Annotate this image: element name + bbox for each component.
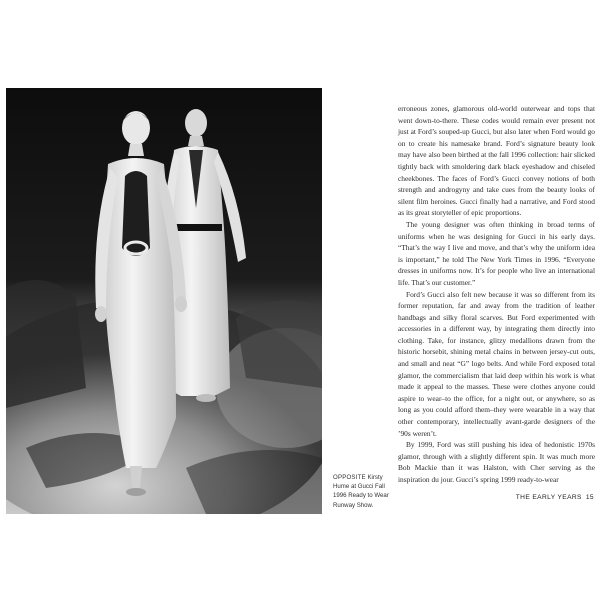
body-paragraph: Ford’s Gucci also felt new because it was so different from its former reputation, far and away from the tradition of leather handbags and silky floral scarves. But Ford experimented with accessories in a different way, by integrating them directly into clothing. Take, for instance, glitzy medallions drawn from the historic horsebit, shining metal chains in between jersey-cut outs, and small and neat “G” logo belts. And while Ford exposed total glamor, the commercialism that laid deep within his work is what made it appeal to the masses. These were clothes anyone could aspire to wear–to the office, for a night out, or anywhere, so as long as you could afford them–they were wearable in a way that other contemporary, intellectually avant-garde designers of the ’90s weren’t. [398,289,595,438]
body-paragraph: erroneous zones, glamorous old-world outerwear and tops that went down-to-there. These codes would remain ever present not just at Ford’s souped-up Gucci, but also later when Ford would go on to create his namesake brand. Ford’s signature beauty look may have also been birthed at the fall 1996 collection: hair slicked tightly back with smoldering dark black eyeshadow and chiseled cheekbones. The faces of Ford’s Gucci convey notions of both strength and androgyny and take cues from the beauty looks of silent film heroines. Gucci finally had a narrative, and Ford stood as its great storyteller of epic proportions. [398,104,595,218]
body-text-column [398,103,595,486]
body-paragraph: The young designer was often thinking in broad terms of uniforms when he was designing for Gucci in his early days. “That’s the way I live and move, and that’s why the uniform idea is important,” he told The New York Times in 1996. “Everyone dresses in uniforms now. It’s for people who live an international life. That’s our customer.” [398,219,595,287]
caption-text: Kirsty Hume at Gucci Fall 1996 Ready to Wear Runway Show. [333,474,389,509]
photo-caption [333,473,395,510]
body-paragraph: By 1999, Ford was still pushing his idea of hedonistic 1970s glamor, through with a slightly different spin. It was much more Bob Mackie than it was Halston, with Cher serving as the inspiration du jour. Gucci’s spring 1999 ready-to-wear [398,440,595,484]
page-folio [516,494,594,501]
runway-photo [6,88,322,514]
caption-lead: OPPOSITE [333,474,366,481]
running-section-title: THE EARLY YEARS [515,494,582,501]
runway-photo-illustration [6,88,322,514]
page-number: 15 [585,494,594,501]
